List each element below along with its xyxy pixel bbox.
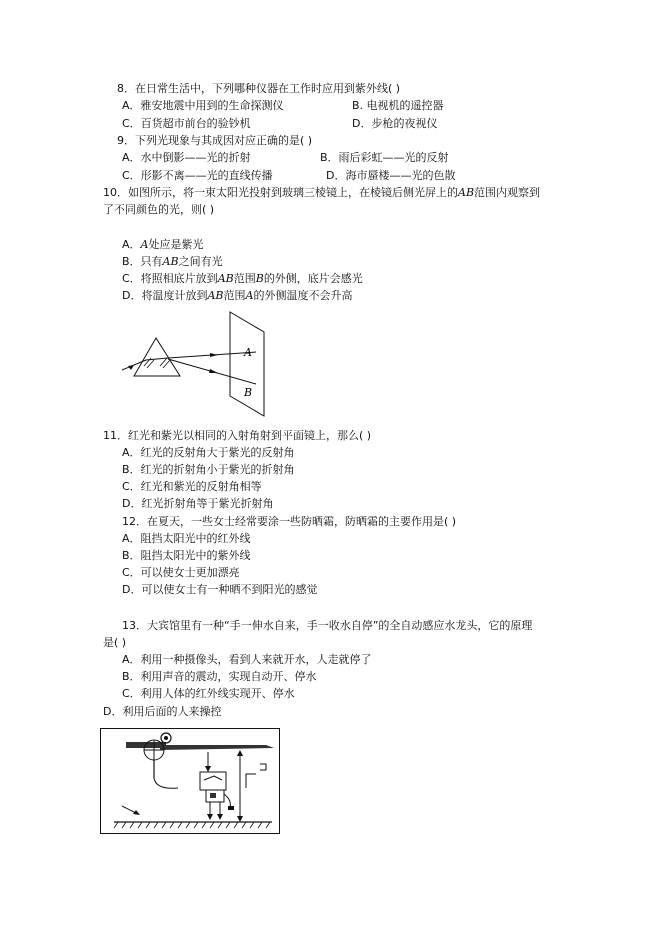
q11-stem: 11．红光和紫光以相同的入射角射到平面镜上，那么( ) xyxy=(103,429,372,442)
q13-option-c: C．利用人体的红外线实现开、停水 xyxy=(122,687,295,700)
screen-label-b: B xyxy=(244,386,253,399)
q9-option-d: D．海市蜃楼——光的色散 xyxy=(326,169,456,182)
q10-option-d: D．将温度计放到AB范围A的外侧温度不会升高 xyxy=(122,289,353,302)
q10-option-b: B．只有AB之间有光 xyxy=(122,255,223,268)
q10-stem-line2: 了不同颜色的光，则( ) xyxy=(103,203,215,216)
faucet-spout xyxy=(160,745,274,750)
q9-option-c: C．形影不离——光的直线传播 xyxy=(122,169,273,182)
q10-option-a: A．A处应是紫光 xyxy=(122,238,204,251)
q13-option-a: A．利用一种摄像头，看到人来就开水，人走就停了 xyxy=(122,653,372,666)
q8-option-b: B. 电视机的遥控器 xyxy=(352,99,444,112)
ground-hatching xyxy=(114,822,270,828)
q11-option-c: C．红光和紫光的反射角相等 xyxy=(122,480,262,493)
q10-option-c: C．将照相底片放到AB范围B的外侧，底片会感光 xyxy=(122,272,363,285)
glass-prism xyxy=(134,338,180,376)
prism-figure xyxy=(118,308,268,420)
q11-option-d: D．红光折射角等于紫光折射角 xyxy=(122,497,274,510)
screen-label-a: A xyxy=(244,346,252,359)
q13-option-d: D．利用后面的人来操控 xyxy=(103,705,222,718)
q13-stem-line1: 13．大宾馆里有一种“手一伸水自来，手一收水自停”的全自动感应水龙头，它的原理 xyxy=(122,619,533,632)
q12-option-d: D．可以使女士有一种晒不到阳光的感觉 xyxy=(122,583,318,596)
light-screen xyxy=(230,312,264,416)
q12-option-a: A．阻挡太阳光中的红外线 xyxy=(122,532,251,545)
q13-stem-line2: 是( ) xyxy=(103,636,127,649)
q11-option-a: A．红光的反射角大于紫光的反射角 xyxy=(122,446,295,459)
q11-option-b: B．红光的折射角小于紫光的折射角 xyxy=(122,463,295,476)
q10-stem-line1: 10．如图所示，将一束太阳光投射到玻璃三棱镜上，在棱镜后侧光屏上的AB范围内观察到 xyxy=(103,186,541,199)
q9-option-b: B．雨后彩虹——光的反射 xyxy=(320,151,449,164)
q8-option-c: C．百货超市前台的验钞机 xyxy=(122,117,251,130)
auto-faucet-figure xyxy=(100,728,280,834)
q12-option-b: B．阻挡太阳光中的紫外线 xyxy=(122,549,251,562)
q8-option-a: A．雅安地震中用到的生命探测仪 xyxy=(122,99,284,112)
q12-option-c: C．可以使女士更加漂亮 xyxy=(122,566,240,579)
q12-stem: 12．在夏天，一些女士经常要涂一些防晒霜，防晒霜的主要作用是( ) xyxy=(122,515,457,528)
switch-box xyxy=(200,772,226,790)
q8-stem: 8．在日常生活中，下列哪种仪器在工作时应用到紫外线( ) xyxy=(117,82,401,95)
q9-option-a: A．水中倒影——光的折射 xyxy=(122,151,251,164)
q8-option-d: D．步枪的夜视仪 xyxy=(352,117,438,130)
q9-stem: 9．下列光现象与其成因对应正确的是( ) xyxy=(117,134,313,147)
q13-option-b: B．利用声音的震动，实现自动开、停水 xyxy=(122,670,317,683)
